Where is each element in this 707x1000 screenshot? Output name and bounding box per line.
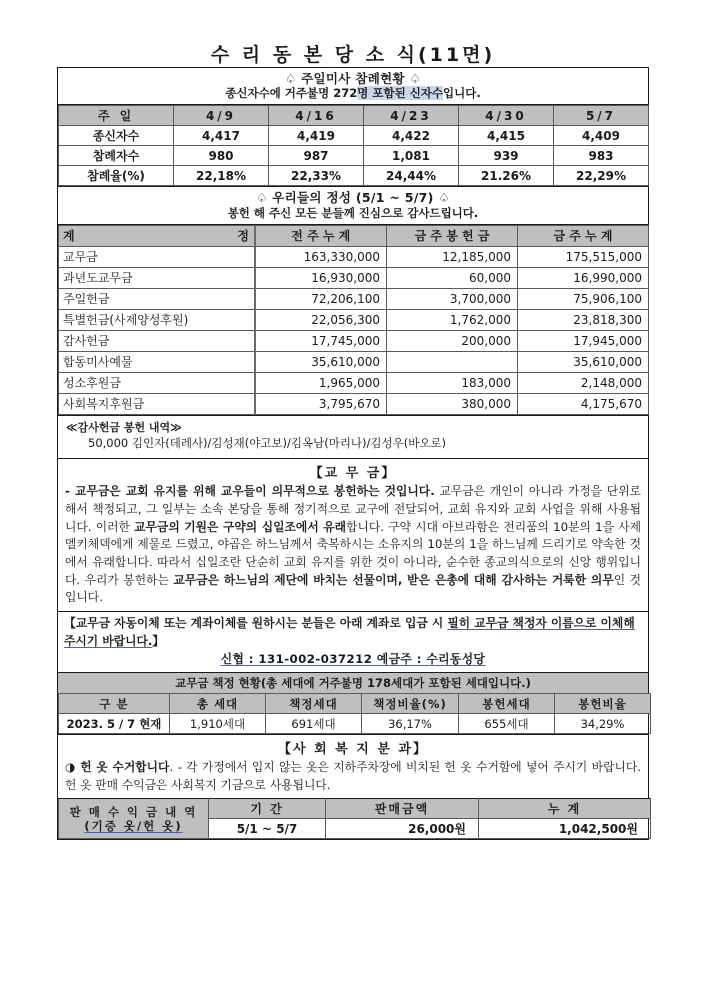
thanks-detail-block [58,415,648,460]
sales-cell-period: 5/1 ~ 5/7 [209,819,326,839]
offering-total-3: 23,818,300 [518,309,649,330]
attendance-banner-row [58,68,648,105]
offering-header-prev: 전 주 누 계 [255,225,387,246]
offering-banner-row [58,187,648,224]
household-cell-1: 1,910세대 [170,714,266,734]
offering-week-3: 1,762,000 [387,309,518,330]
offering-week-7: 380,000 [387,393,518,414]
table-row [59,146,649,166]
household-cell-3: 36,17% [362,714,459,734]
attendance-header-row [59,106,649,126]
attendance-note-post: 입니다. [443,86,481,101]
attendance-cell-1-4: 983 [554,146,649,166]
offering-banner-title: ♤ 우리들의 정성 (5/1 ~ 5/7) ♤ [256,190,450,206]
household-banner-pre: 교무금 책정 현황(총 세대에 거주불명 178 [175,676,392,691]
article-p1: 교무금은 개인이 아니라 가정을 단위로 해서 책정되고, 그 일부는 소속 본당을 통해 정기적으로 교구에 전달되어, 교회 유지와 교회 사업을 위해 사용됩니다. 이러한 [65,484,641,534]
sales-header-2: 누 계 [479,799,651,819]
article-p2: 합니다. 구약 시대 아브라함은 전리품의 10분의 1을 사제 멜키체덱에게 제물로 드렸고, 야곱은 하느님께서 축복하시는 소유지의 10분의 1을 하느님께 드리기로 약속한 것에서 유래합니다. 따라서 십일조란 단순히 교회 유지를 위한 것이 아니라, 순수한 종교의식으로의 신앙 행위입니다. 우리가 봉헌하는 [65,519,641,587]
household-header-1: 총 세대 [170,694,266,714]
offering-prev-4: 17,745,000 [255,330,387,351]
household-header-row [59,694,651,714]
bank-account-line: 신협 : 131-002-037212 예금주 : 수리동성당 [220,652,486,667]
welfare-body [58,759,648,798]
attendance-cell-0-0: 4,417 [174,126,269,146]
offering-total-6: 2,148,000 [518,372,649,393]
table-row [59,126,649,146]
offering-prev-5: 35,610,000 [255,351,387,372]
sales-cell-total: 1,042,500원 [479,819,651,839]
table-row [59,166,649,186]
offering-week-5 [387,351,518,372]
offering-week-0: 12,185,000 [387,246,518,267]
table-row [59,714,651,734]
attendance-cell-0-1: 4,419 [269,126,364,146]
offering-total-5: 35,610,000 [518,351,649,372]
offering-name-0: 교무금 [59,246,255,267]
sales-cell-amount: 26,000원 [326,819,479,839]
sales-row-header-line2: (기증 옷/헌 옷) [84,818,183,833]
offering-prev-2: 72,206,100 [255,288,387,309]
household-header-0: 구 분 [59,694,170,714]
offering-week-4: 200,000 [387,330,518,351]
offering-header-row [59,225,649,246]
attendance-cell-2-4: 22,29% [554,166,649,186]
article-gyomugeum-body [58,483,648,611]
household-cell-2: 691세대 [266,714,362,734]
offering-header-item [59,225,255,246]
household-banner [58,672,648,693]
offering-total-0: 175,515,000 [518,246,649,267]
offering-header-total: 금 주 누 계 [518,225,649,246]
table-row [59,351,649,372]
offering-banner-table [58,186,648,224]
household-header-2: 책정세대 [266,694,362,714]
page-title: 수 리 동 본 당 소 식(11면) [210,44,496,66]
attendance-table [58,105,649,186]
attendance-header-date-4: 5/7 [554,106,649,126]
table-row [59,288,649,309]
offering-prev-3: 22,056,300 [255,309,387,330]
attendance-banner-note [62,86,644,100]
bulletin-sheet [57,67,649,840]
article-lead: - 교무금은 교회 유지를 위해 교우들이 의무적으로 봉헌하는 것입니다. [65,484,435,499]
account-notice-block [58,611,648,672]
offering-name-5: 합동미사예물 [59,351,255,372]
sales-row-header-line1: 판 매 수 익 금 내 역 [69,804,198,819]
attendance-row-label-1: 참례자수 [59,146,174,166]
offering-header-item-left: 계 [63,229,76,244]
offering-prev-7: 3,795,670 [255,393,387,414]
attendance-cell-1-1: 987 [269,146,364,166]
offering-name-3: 특별헌금(사제양성후원) [59,309,255,330]
thanks-detail-line: 50,000 김인자(데레사)/김성재(야고보)/김옥남(마리나)/김성우(바오로) [88,436,447,451]
attendance-header-date-3: 4/30 [459,106,554,126]
offering-banner-note: 봉헌 해 주신 모든 분들께 진심으로 감사드립니다. [227,205,479,220]
attendance-cell-1-3: 939 [459,146,554,166]
attendance-row-label-2: 참례율(%) [59,166,174,186]
sales-header-1: 판매금액 [326,799,479,819]
attendance-cell-2-0: 22,18% [174,166,269,186]
attendance-section [58,68,648,105]
thanks-detail-heading: ≪감사헌금 봉헌 내역≫ [66,420,182,434]
article-gyomugeum-title: 【교 무 금】 [309,466,397,482]
attendance-cell-2-2: 24,44% [364,166,459,186]
household-table [58,693,651,734]
offering-week-1: 60,000 [387,267,518,288]
household-header-5: 봉헌비율 [555,694,651,714]
attendance-cell-1-0: 980 [174,146,269,166]
attendance-note-highlight: 명 포함된 신자수 [357,86,444,101]
attendance-banner [58,68,648,105]
attendance-note-pre: 종신자수에 거주불명 272 [225,86,358,101]
table-row [59,393,649,414]
table-row [59,246,649,267]
welfare-text: . - 각 가정에서 입지 않는 옷은 지하주차장에 비치된 헌 옷 수거함에 넣어 주시기 바랍니다. 헌 옷 판매 수익금은 사회복지 기금으로 사용됩니다. [65,760,642,792]
article-p3: 인 것입니다. [65,572,641,605]
attendance-header-label: 주 일 [59,106,174,126]
sales-header-row [59,799,651,819]
attendance-cell-1-2: 1,081 [364,146,459,166]
offering-header-item-right: 정 [237,229,250,244]
welfare-bullet-icon: ◑ [65,760,76,775]
household-header-3: 책정비율(%) [362,694,459,714]
notice-text-pre: 【교무금 자동이체 또는 계좌이체를 원하시는 분들은 아래 계좌로 입금 시 [64,615,448,630]
offering-name-4: 감사헌금 [59,330,255,351]
notice-text-underlined: 필히 교무금 책정자 이름으로 이체해 주시기 바랍니다. [64,615,635,648]
offering-name-6: 성소후원금 [59,372,255,393]
table-row [59,309,649,330]
attendance-cell-0-4: 4,409 [554,126,649,146]
household-cell-0: 2023. 5 / 7 현재 [59,714,170,734]
offering-week-2: 3,700,000 [387,288,518,309]
article-b1: 교무금의 기원은 구약의 십일조에서 유래 [134,519,347,534]
notice-text-post: 】 [152,633,165,648]
attendance-header-date-1: 4/16 [269,106,364,126]
offering-table [58,225,649,415]
attendance-row-label-0: 종신자수 [59,126,174,146]
attendance-cell-0-3: 4,415 [459,126,554,146]
attendance-cell-0-2: 4,422 [364,126,459,146]
offering-name-7: 사회복지후원금 [59,393,255,414]
offering-header-week: 금 주 봉 헌 금 [387,225,518,246]
household-cell-5: 34,29% [555,714,651,734]
attendance-header-date-0: 4/9 [174,106,269,126]
household-header-4: 봉헌세대 [459,694,555,714]
welfare-lead: 헌 옷 수거합니다 [80,760,170,775]
offering-total-7: 4,175,670 [518,393,649,414]
attendance-banner-title: ♤ 주일미사 참례현황 ♤ [285,71,421,86]
attendance-cell-2-1: 22,33% [269,166,364,186]
offering-total-2: 75,906,100 [518,288,649,309]
attendance-header-date-2: 4/23 [364,106,459,126]
offering-name-2: 주일헌금 [59,288,255,309]
table-row [59,267,649,288]
offering-name-1: 과년도교무금 [59,267,255,288]
household-cell-4: 655세대 [459,714,555,734]
offering-prev-1: 16,930,000 [255,267,387,288]
offering-prev-6: 1,965,000 [255,372,387,393]
sales-table [58,798,651,839]
sales-header-0: 기 간 [209,799,326,819]
offering-prev-0: 163,330,000 [255,246,387,267]
offering-banner [58,187,648,224]
offering-total-4: 17,945,000 [518,330,649,351]
attendance-cell-2-3: 21.26% [459,166,554,186]
offering-total-1: 16,990,000 [518,267,649,288]
household-banner-highlight: 세대가 포함된 세대 [391,676,488,691]
household-banner-post: 입니다.) [487,676,531,691]
sales-row-header [59,799,209,839]
welfare-title: 【사 회 복 지 분 과】 [278,742,428,758]
table-row [59,330,649,351]
article-b2: 교무금은 하느님의 제단에 바치는 선물이며, 받은 은총에 대해 감사하는 거룩한 의무 [173,572,614,587]
table-row [59,372,649,393]
offering-week-6: 183,000 [387,372,518,393]
